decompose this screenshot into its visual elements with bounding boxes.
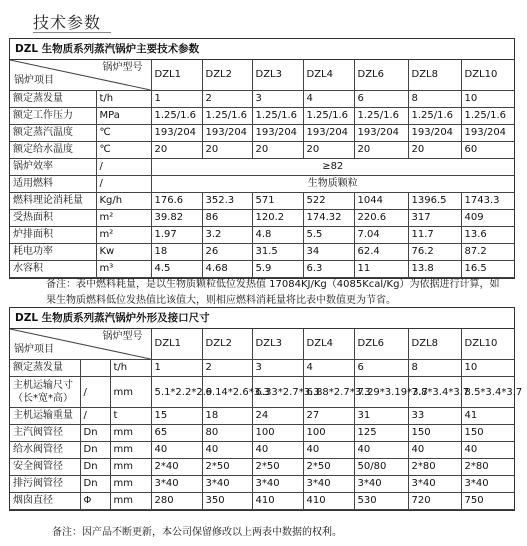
unit-cell: mm bbox=[110, 493, 151, 510]
value-cell: 8.5*3.4*3.7 bbox=[461, 377, 514, 408]
merged-value-cell: ≥82 bbox=[151, 159, 514, 176]
value-cell: 62.4 bbox=[354, 244, 408, 261]
value-cell: 410 bbox=[252, 493, 303, 510]
unit-cell: / bbox=[96, 159, 151, 176]
value-cell: 7.29*3.19*3.7 bbox=[354, 377, 408, 408]
value-cell: 3*40 bbox=[461, 476, 514, 493]
value-cell: 3*40 bbox=[303, 476, 354, 493]
model-header-cell: DZL8 bbox=[408, 329, 461, 360]
value-cell: 6.14*2.6*3.3 bbox=[202, 377, 252, 408]
model-header-cell: DZL10 bbox=[461, 60, 514, 91]
value-cell: 193/204 bbox=[202, 125, 252, 142]
header-row bbox=[10, 60, 514, 91]
symbol-cell: / bbox=[80, 377, 110, 408]
unit-cell: Kw bbox=[96, 244, 151, 261]
row-label-cell: 主机运输尺寸（长*宽*高） bbox=[10, 377, 80, 408]
value-cell: 40 bbox=[408, 442, 461, 459]
value-cell: 20 bbox=[252, 142, 303, 159]
table-row bbox=[10, 459, 514, 476]
value-cell: 6 bbox=[354, 91, 408, 108]
value-cell: 20 bbox=[354, 142, 408, 159]
table-row bbox=[10, 261, 514, 278]
value-cell: 176.6 bbox=[151, 193, 202, 210]
unit-cell: m³ bbox=[96, 261, 151, 278]
unit-cell: ℃ bbox=[96, 125, 151, 142]
symbol-cell bbox=[80, 360, 110, 377]
unit-cell: MPa bbox=[96, 108, 151, 125]
dimension-table-caption: DZL 生物质系列蒸汽锅炉外形及接口尺寸 bbox=[10, 308, 514, 329]
value-cell: 3*40 bbox=[151, 476, 202, 493]
value-cell: 13.8 bbox=[408, 261, 461, 278]
table-row bbox=[10, 91, 514, 108]
table-row bbox=[10, 210, 514, 227]
row-label-cell: 额定工作压力 bbox=[10, 108, 96, 125]
main-parameters-table bbox=[10, 60, 514, 278]
symbol-cell: Dn bbox=[80, 459, 110, 476]
header-corner-cell bbox=[10, 329, 151, 360]
unit-cell: mm bbox=[110, 425, 151, 442]
row-label-cell: 主机运输重量 bbox=[10, 408, 80, 425]
dimension-table bbox=[10, 329, 523, 510]
value-cell: 2*50 bbox=[252, 459, 303, 476]
value-cell: 100 bbox=[252, 425, 303, 442]
header-row bbox=[10, 329, 514, 360]
value-cell: 2 bbox=[202, 360, 252, 377]
value-cell: 6 bbox=[354, 360, 408, 377]
value-cell: 3 bbox=[252, 91, 303, 108]
value-cell: 4.5 bbox=[151, 261, 202, 278]
value-cell: 20 bbox=[151, 142, 202, 159]
row-label-cell: 主汽阀管径 bbox=[10, 425, 80, 442]
value-cell: 41 bbox=[461, 408, 514, 425]
table-row bbox=[10, 493, 514, 510]
corner-item-label: 锅炉项目 bbox=[14, 344, 54, 355]
unit-cell: mm bbox=[110, 459, 151, 476]
value-cell: 5.5 bbox=[303, 227, 354, 244]
value-cell: 317 bbox=[408, 210, 461, 227]
value-cell: 6.3 bbox=[303, 261, 354, 278]
value-cell: 350 bbox=[202, 493, 252, 510]
row-label-cell: 排污阀管径 bbox=[10, 476, 80, 493]
row-label-cell: 受热面积 bbox=[10, 210, 96, 227]
row-label-cell: 安全阀管径 bbox=[10, 459, 80, 476]
value-cell: 11 bbox=[354, 261, 408, 278]
row-label-cell: 额定蒸发量 bbox=[10, 91, 96, 108]
value-cell: 3*40 bbox=[408, 476, 461, 493]
model-header-cell: DZL2 bbox=[202, 60, 252, 91]
unit-cell: t/h bbox=[110, 360, 151, 377]
value-cell: 1.97 bbox=[151, 227, 202, 244]
value-cell: 1396.5 bbox=[408, 193, 461, 210]
model-header-cell: DZL8 bbox=[408, 60, 461, 91]
value-cell: 27 bbox=[303, 408, 354, 425]
value-cell: 352.3 bbox=[202, 193, 252, 210]
unit-cell: Kg/h bbox=[96, 193, 151, 210]
unit-cell: mm bbox=[110, 377, 151, 408]
table-row bbox=[10, 425, 514, 442]
value-cell: 20 bbox=[408, 142, 461, 159]
value-cell: 34 bbox=[303, 244, 354, 261]
heading-underline bbox=[33, 32, 111, 33]
value-cell: 571 bbox=[252, 193, 303, 210]
symbol-cell: Dn bbox=[80, 476, 110, 493]
value-cell: 65 bbox=[151, 425, 202, 442]
unit-cell: t/h bbox=[96, 91, 151, 108]
value-cell: 10 bbox=[461, 360, 514, 377]
value-cell: 3*40 bbox=[354, 476, 408, 493]
value-cell: 1 bbox=[151, 91, 202, 108]
model-header-cell: DZL6 bbox=[354, 60, 408, 91]
row-label-cell: 炉排面积 bbox=[10, 227, 96, 244]
symbol-cell: Dn bbox=[80, 442, 110, 459]
unit-cell: t bbox=[110, 408, 151, 425]
value-cell: 31.5 bbox=[252, 244, 303, 261]
value-cell: 3*40 bbox=[252, 476, 303, 493]
value-cell: 1743.3 bbox=[461, 193, 514, 210]
value-cell: 530 bbox=[354, 493, 408, 510]
value-cell: 100 bbox=[303, 425, 354, 442]
value-cell: 40 bbox=[202, 442, 252, 459]
value-cell: 410 bbox=[303, 493, 354, 510]
model-header-cell: DZL6 bbox=[354, 329, 408, 360]
dimension-table-frame bbox=[9, 307, 523, 511]
model-header-cell: DZL1 bbox=[151, 329, 202, 360]
unit-cell: / bbox=[96, 176, 151, 193]
value-cell: 3.2 bbox=[202, 227, 252, 244]
value-cell: 522 bbox=[303, 193, 354, 210]
table-row bbox=[10, 176, 514, 193]
value-cell: 20 bbox=[202, 142, 252, 159]
value-cell: 76.2 bbox=[408, 244, 461, 261]
unit-cell: mm bbox=[110, 442, 151, 459]
value-cell: 16.5 bbox=[461, 261, 514, 278]
value-cell: 193/204 bbox=[408, 125, 461, 142]
model-header-cell: DZL3 bbox=[252, 329, 303, 360]
value-cell: 4.8 bbox=[252, 227, 303, 244]
value-cell: 1 bbox=[151, 360, 202, 377]
value-cell: 2*80 bbox=[408, 459, 461, 476]
row-label-cell: 锅炉效率 bbox=[10, 159, 96, 176]
value-cell: 20 bbox=[303, 142, 354, 159]
value-cell: 40 bbox=[151, 442, 202, 459]
row-label-cell: 额定蒸发量 bbox=[10, 360, 80, 377]
main-parameters-table-caption: DZL 生物质系列蒸汽锅炉主要技术参数 bbox=[10, 39, 514, 60]
value-cell: 26 bbox=[202, 244, 252, 261]
model-header-cell: DZL2 bbox=[202, 329, 252, 360]
row-label-cell: 额定蒸汽温度 bbox=[10, 125, 96, 142]
value-cell: 150 bbox=[461, 425, 514, 442]
value-cell: 4.68 bbox=[202, 261, 252, 278]
value-cell: 40 bbox=[354, 442, 408, 459]
row-label-cell: 燃料理论消耗量 bbox=[10, 193, 96, 210]
table-row bbox=[10, 193, 514, 210]
value-cell: 8 bbox=[408, 360, 461, 377]
model-header-cell: DZL10 bbox=[461, 329, 514, 360]
value-cell: 40 bbox=[303, 442, 354, 459]
value-cell: 1.25/1.6 bbox=[461, 108, 514, 125]
value-cell: 60 bbox=[461, 142, 514, 159]
value-cell: 2*80 bbox=[461, 459, 514, 476]
model-header-cell: DZL4 bbox=[303, 329, 354, 360]
table-row bbox=[10, 108, 514, 125]
value-cell: 3 bbox=[252, 360, 303, 377]
fuel-consumption-note: 备注：表中燃料耗量，是以生物质颗粒低位发热值 17084KJ/Kg（4085Kcal/Kg）为依据进行计算，如果生物质燃料低位发热值比该值大，则相应燃料消耗量将比表中数值更为节省。 bbox=[46, 279, 500, 306]
value-cell: 13.6 bbox=[461, 227, 514, 244]
value-cell: 4 bbox=[303, 360, 354, 377]
value-cell: 2*40 bbox=[151, 459, 202, 476]
value-cell: 11.7 bbox=[408, 227, 461, 244]
value-cell: 6.88*2.7*3.3 bbox=[303, 377, 354, 408]
value-cell: 2*50 bbox=[303, 459, 354, 476]
value-cell: 18 bbox=[151, 244, 202, 261]
rights-note: 备注：因产品不断更新，本公司保留修改以上两表中数据的权利。 bbox=[52, 527, 342, 538]
value-cell: 33 bbox=[408, 408, 461, 425]
value-cell: 40 bbox=[252, 442, 303, 459]
row-label-cell: 水容积 bbox=[10, 261, 96, 278]
value-cell: 86 bbox=[202, 210, 252, 227]
main-parameters-table-frame bbox=[9, 38, 515, 279]
value-cell: 18 bbox=[202, 408, 252, 425]
value-cell: 31 bbox=[354, 408, 408, 425]
unit-cell: mm bbox=[110, 476, 151, 493]
row-label-cell: 额定给水温度 bbox=[10, 142, 96, 159]
table-row bbox=[10, 142, 514, 159]
value-cell: 39.82 bbox=[151, 210, 202, 227]
value-cell: 87.2 bbox=[461, 244, 514, 261]
value-cell: 15 bbox=[151, 408, 202, 425]
table-row bbox=[10, 442, 514, 459]
table-row bbox=[10, 244, 514, 261]
row-label-cell: 适用燃料 bbox=[10, 176, 96, 193]
value-cell: 409 bbox=[461, 210, 514, 227]
value-cell: 193/204 bbox=[354, 125, 408, 142]
table-row bbox=[10, 408, 514, 425]
value-cell: 10 bbox=[461, 91, 514, 108]
section-heading: 技术参数 bbox=[33, 13, 102, 32]
row-label-cell: 耗电功率 bbox=[10, 244, 96, 261]
corner-item-label: 锅炉项目 bbox=[14, 75, 54, 86]
value-cell: 280 bbox=[151, 493, 202, 510]
value-cell: 193/204 bbox=[303, 125, 354, 142]
value-cell: 24 bbox=[252, 408, 303, 425]
value-cell: 50/80 bbox=[354, 459, 408, 476]
model-header-cell: DZL4 bbox=[303, 60, 354, 91]
value-cell: 750 bbox=[461, 493, 514, 510]
value-cell: 8 bbox=[408, 91, 461, 108]
value-cell: 6.33*2.7*3.3 bbox=[252, 377, 303, 408]
corner-model-label: 锅炉型号 bbox=[102, 331, 143, 342]
model-header-cell: DZL3 bbox=[252, 60, 303, 91]
merged-value-cell: 生物质颗粒 bbox=[151, 176, 514, 193]
value-cell: 120.2 bbox=[252, 210, 303, 227]
value-cell: 4 bbox=[303, 91, 354, 108]
symbol-cell: Dn bbox=[80, 425, 110, 442]
table-row bbox=[10, 476, 514, 493]
value-cell: 150 bbox=[408, 425, 461, 442]
value-cell: 1.25/1.6 bbox=[354, 108, 408, 125]
value-cell: 193/204 bbox=[252, 125, 303, 142]
table-row bbox=[10, 360, 514, 377]
value-cell: 2*50 bbox=[202, 459, 252, 476]
unit-cell: ℃ bbox=[96, 142, 151, 159]
table-row bbox=[10, 159, 514, 176]
row-label-cell: 烟囱直径 bbox=[10, 493, 80, 510]
value-cell: 193/204 bbox=[151, 125, 202, 142]
value-cell: 80 bbox=[202, 425, 252, 442]
value-cell: 125 bbox=[354, 425, 408, 442]
value-cell: 174.32 bbox=[303, 210, 354, 227]
value-cell: 720 bbox=[408, 493, 461, 510]
value-cell: 1.25/1.6 bbox=[303, 108, 354, 125]
symbol-cell: Φ bbox=[80, 493, 110, 510]
header-corner-cell bbox=[10, 60, 151, 91]
value-cell: 1.25/1.6 bbox=[151, 108, 202, 125]
unit-cell: m² bbox=[96, 227, 151, 244]
value-cell: 5.9 bbox=[252, 261, 303, 278]
value-cell: 1.25/1.6 bbox=[252, 108, 303, 125]
corner-model-label: 锅炉型号 bbox=[102, 62, 143, 73]
value-cell: 1044 bbox=[354, 193, 408, 210]
value-cell: 1.25/1.6 bbox=[202, 108, 252, 125]
table-row bbox=[10, 377, 514, 408]
value-cell: 1.25/1.6 bbox=[408, 108, 461, 125]
value-cell: 3*40 bbox=[202, 476, 252, 493]
symbol-cell: / bbox=[80, 408, 110, 425]
value-cell: 193/204 bbox=[461, 125, 514, 142]
table-row bbox=[10, 125, 514, 142]
model-header-cell: DZL1 bbox=[151, 60, 202, 91]
value-cell: 5.1*2.2*2.9 bbox=[151, 377, 202, 408]
unit-cell: m² bbox=[96, 210, 151, 227]
value-cell: 40 bbox=[461, 442, 514, 459]
value-cell: 7.8*3.4*3.7 bbox=[408, 377, 461, 408]
row-label-cell: 给水阀管径 bbox=[10, 442, 80, 459]
table-row bbox=[10, 227, 514, 244]
value-cell: 7.04 bbox=[354, 227, 408, 244]
value-cell: 220.6 bbox=[354, 210, 408, 227]
value-cell: 2 bbox=[202, 91, 252, 108]
